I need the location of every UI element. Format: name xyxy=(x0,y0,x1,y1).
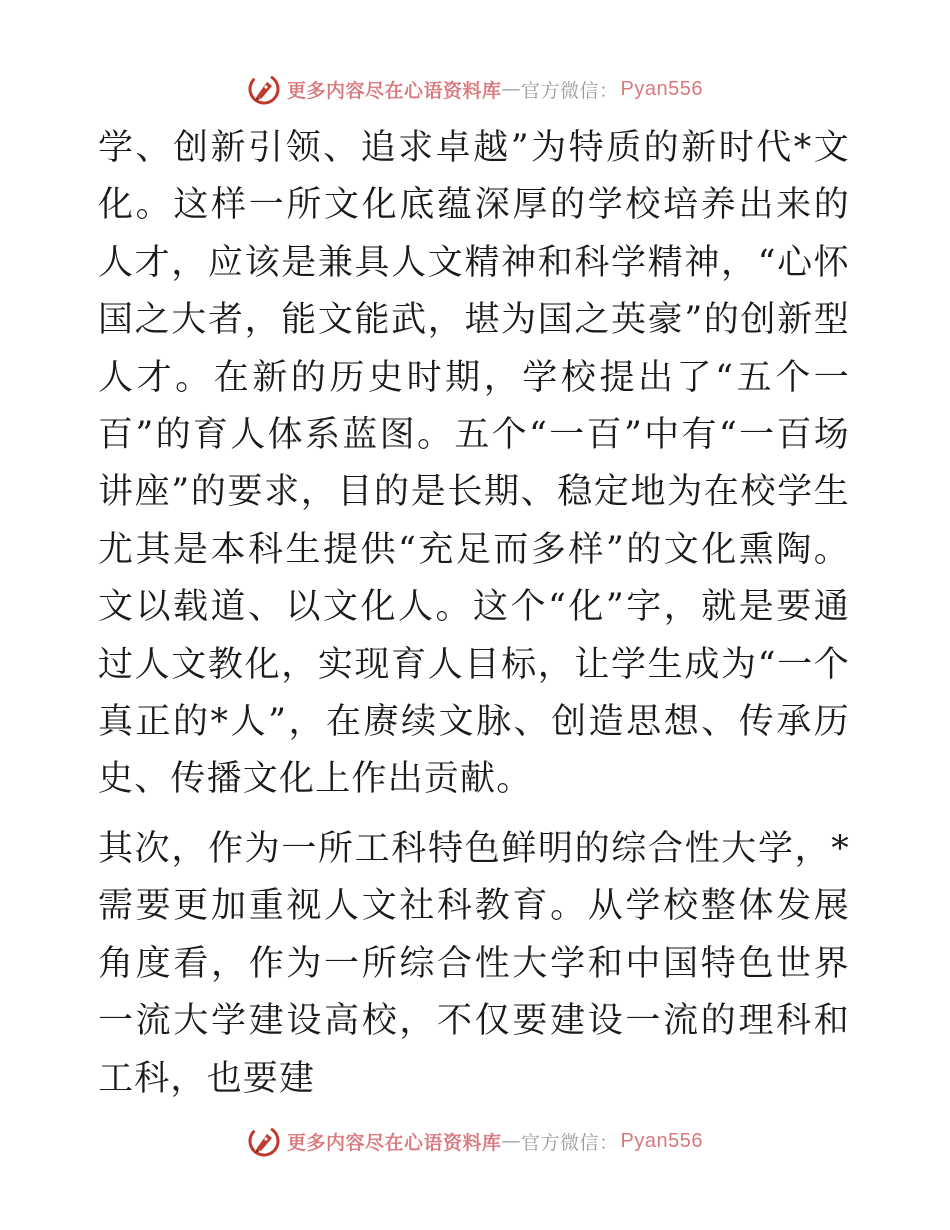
header-brand-text: 更多内容尽在心语资料库 xyxy=(287,79,502,102)
footer-banner xyxy=(287,1128,703,1155)
document-body xyxy=(98,120,850,1108)
pen-nib-logo-icon xyxy=(247,1124,281,1158)
page-footer xyxy=(0,1124,950,1158)
footer-wechat-label: 官方微信： xyxy=(521,1131,619,1154)
footer-wechat-id: Pyan556 xyxy=(620,1129,703,1152)
paragraph-2: 其次，作为一所工科特色鲜明的综合性大学，*需要更加重视人文社科教育。从学校整体发展角度看，作为一所综合性大学和中国特色世界一流大学建设高校，不仅要建设一流的理科和工科，也要建 xyxy=(98,828,850,1099)
header-dash: — xyxy=(501,78,522,100)
footer-brand-text: 更多内容尽在心语资料库 xyxy=(287,1131,502,1154)
header-wechat-label: 官方微信： xyxy=(521,79,619,102)
page-header xyxy=(0,72,950,106)
header-banner xyxy=(287,76,703,103)
footer-dash: — xyxy=(501,1130,522,1152)
header-wechat-id: Pyan556 xyxy=(620,77,703,100)
paragraph-1: 学、创新引领、追求卓越”为特质的新时代*文化。这样一所文化底蕴深厚的学校培养出来的人才，应该是兼具人文精神和科学精神，“心怀国之大者，能文能武，堪为国之英豪”的创新型人才。在新的历史时期，学校提出了“五个一百”的育人体系蓝图。五个“一百”中有“一百场讲座”的要求，目的是长期、稳定地为在校学生尤其是本科生提供“充足而多样”的文化熏陶。文以载道、以文化人。这个“化”字，就是要通过人文教化，实现育人目标，让学生成为“一个真正的*人”，在赓续文脉、创造思想、传承历史、传播文化上作出贡献。 xyxy=(98,128,850,800)
pen-nib-logo-icon xyxy=(247,72,281,106)
